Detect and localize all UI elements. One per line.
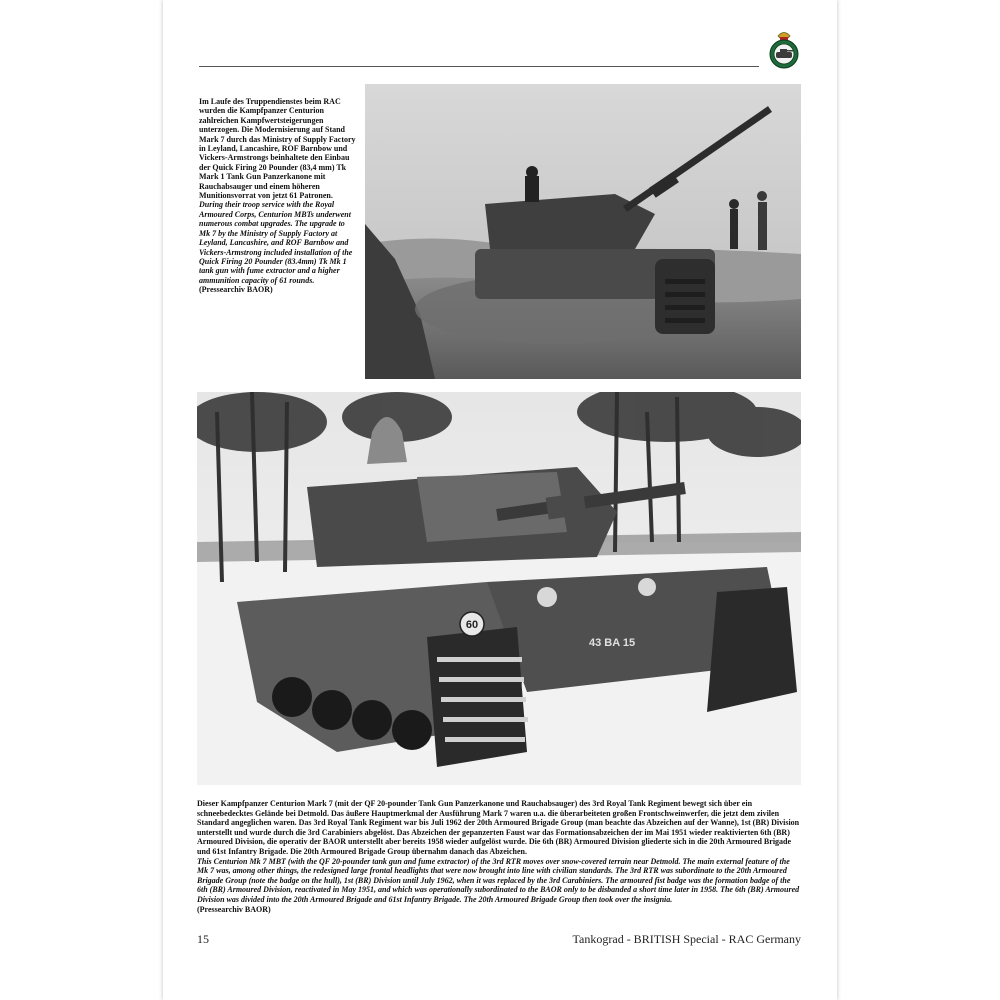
header-rule <box>199 66 759 67</box>
registration-plate-marking: 43 BA 15 <box>589 637 636 649</box>
page-number: 15 <box>197 932 209 946</box>
royal-armoured-corps-badge-icon <box>764 28 804 72</box>
bottom-photo-caption <box>197 799 801 914</box>
top-photo-centurion-on-terrain <box>365 84 801 379</box>
bottom-caption-english: This Centurion Mk 7 MBT (with the QF 20-pounder tank gun and fume extractor) of the 3rd RTR moves over snow-covered terrain near Detmold. The main external feature of the Mk 7 was, among other things, the redesigned large frontal headlights that were now brought into line with civilian standards. The 3rd RTR was subordinate to the 20th Armoured Brigade Group (note the badge on the hull), 1st (BR) Division until July 1962, when it was replaced by the 3rd Carabiniers. The armoured fist badge was the formation badge of the 6th (BR) Armoured Division, reactivated in May 1951, and which was operationally subordinated to the BAOR only to be disbanded a short time later in 1958. The 6th (BR) Armoured Division was divided into the 20th Armoured Brigade and 61st Infantry Brigade. The 20th Armoured Brigade Group then took over the insignia. <box>197 856 800 904</box>
top-caption-english: During their troop service with the Royal Armoured Corps, Centurion MBTs underwent numerous combat upgrades. The upgrade to Mk 7 by the Ministry of Supply Factory at Leyland, Lancashire, and ROF Barnbow and Vickers-Armstrong included installation of the Quick Firing 20 Pounder (83.4mm) Tk Mk 1 tank gun with fume extractor and a higher ammunition capacity of 61 rounds. <box>199 200 353 285</box>
bottom-caption-german: Dieser Kampfpanzer Centurion Mark 7 (mit der QF 20-pounder Tank Gun Panzerkanone und Rauchabsauger) des 3rd Royal Tank Regiment bewegt sich über ein schneebedecktes Gelände bei Detmold. Das äußere Hauptmerkmal der Ausführung Mark 7 waren u.a. die überarbeiteten großen Frontschweinwerfer, die jetzt dem zivilen Standard angeglichen waren. Das 3rd Royal Tank Regiment war bis Juli 1962 der 20th Armoured Brigade Group (man beachte das Abzeichen auf der Wanne), 1st (BR) Division unterstellt und wurde durch die 3rd Carabiniers abgelöst. Das Abzeichen der gepanzerten Faust war das Formationsabzeichen der im Mai 1951 wieder reaktivierten 6th (BR) Armoured Division, die operativ der BAOR unterstellt aber bereits 1958 wieder aufgelöst wurde. Die 6th (BR) Armoured Division gliederte sich in die 20th Armoured Brigade und 61st Infantry Brigade. Die 20th Armoured Brigade Group übernahm danach das Abzeichen. <box>197 799 800 856</box>
top-photo-caption <box>199 97 357 295</box>
running-title: Tankograd - BRITISH Special - RAC Germany <box>572 932 801 946</box>
top-caption-german: Im Laufe des Truppendienstes beim RAC wurden die Kampfpanzer Centurion zahlreichen Kampfwertsteigerungen unterzogen. Die Modernisierung auf Stand Mark 7 durch das Ministry of Supply Factory in Leyland, Lancashire, ROF Barnbow und Vickers-Armstrongs beinhaltete den Einbau der Quick Firing 20 Pounder (83,4 mm) Tk Mark 1 Tank Gun Panzerkanone mit Rauchabsauger und einem höheren Munitionsvorrat von jetzt 61 Patronen. <box>199 97 356 201</box>
bottom-caption-credit: (Pressearchiv BAOR) <box>197 904 271 914</box>
top-caption-credit: (Pressearchiv BAOR) <box>199 285 273 295</box>
bottom-photo-centurion-in-snow <box>197 392 801 785</box>
turret-number-marking: 60 <box>465 619 479 631</box>
